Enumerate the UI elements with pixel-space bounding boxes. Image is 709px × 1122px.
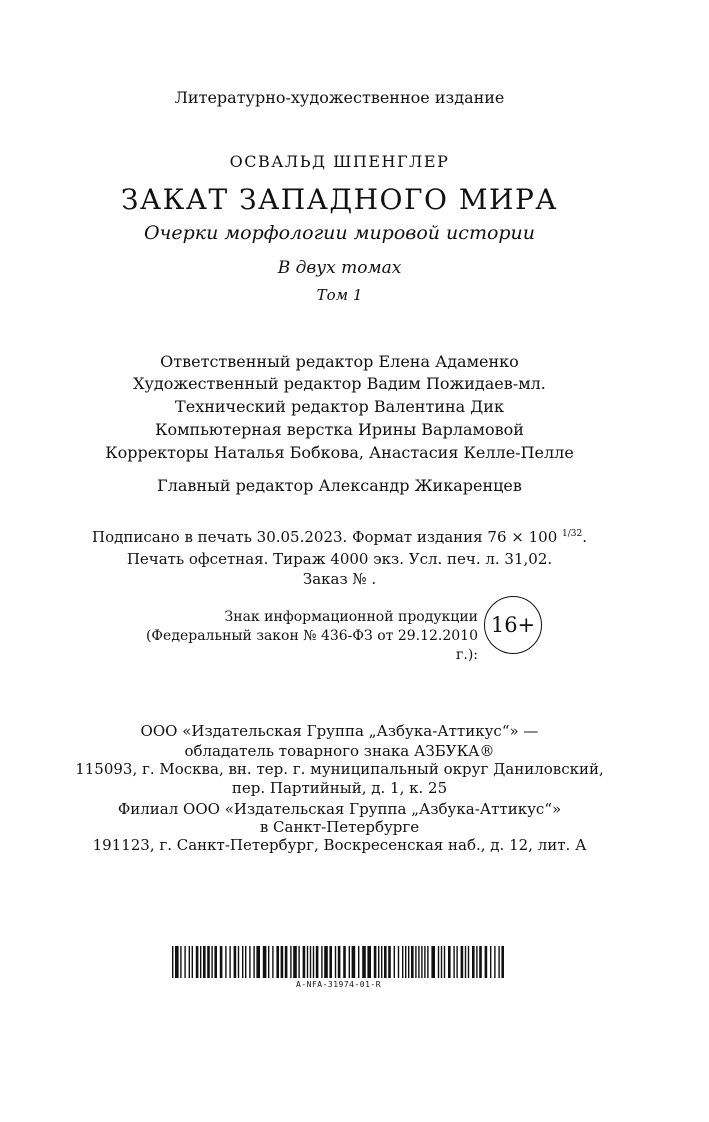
barcode-bar bbox=[402, 946, 403, 978]
barcode-bar bbox=[358, 946, 359, 978]
barcode-bar bbox=[245, 946, 246, 978]
age-rating-badge: 16+ bbox=[484, 596, 542, 654]
publisher-line: 115093, г. Москва, вн. тер. г. муниципальный округ Даниловский, bbox=[75, 760, 604, 778]
barcode-bars bbox=[172, 946, 505, 978]
barcode-bar bbox=[408, 946, 409, 978]
info-product-label bbox=[120, 608, 478, 665]
barcode-bar bbox=[494, 946, 495, 978]
barcode-bar bbox=[225, 946, 226, 978]
barcode-bar bbox=[427, 946, 428, 978]
barcode-bar bbox=[444, 946, 445, 978]
barcode-bar bbox=[424, 946, 425, 978]
barcode-bar bbox=[335, 946, 336, 978]
barcode-bar bbox=[253, 946, 254, 978]
barcode-bar bbox=[307, 946, 308, 978]
book-subtitle: Очерки морфологии мировой истории bbox=[143, 222, 536, 244]
publisher-line: 191123, г. Санкт-Петербург, Воскресенская наб., д. 12, лит. А bbox=[92, 836, 587, 854]
barcode-bar bbox=[256, 946, 260, 978]
barcode-bar bbox=[374, 946, 377, 978]
barcode-bar bbox=[472, 946, 475, 978]
print-format-end: . bbox=[582, 528, 588, 546]
barcode-bar bbox=[394, 946, 395, 978]
barcode-bar bbox=[398, 946, 399, 978]
credit-line: Технический редактор Валентина Дик bbox=[175, 397, 504, 416]
barcode bbox=[172, 946, 505, 989]
credit-line: Корректоры Наталья Бобкова, Анастасия Келле-Пелле bbox=[105, 443, 574, 462]
info-product-line1: Знак информационной продукции bbox=[224, 609, 478, 625]
barcode-bar bbox=[196, 946, 199, 978]
barcode-bar bbox=[189, 946, 190, 978]
barcode-bar bbox=[329, 946, 332, 978]
print-run-line: Печать офсетная. Тираж 4000 экз. Усл. печ. л. 31,02. bbox=[126, 550, 553, 568]
barcode-bar bbox=[343, 946, 346, 978]
barcode-bar bbox=[362, 946, 366, 978]
barcode-bar bbox=[438, 946, 439, 978]
barcode-bar bbox=[200, 946, 201, 978]
barcode-bar bbox=[290, 946, 291, 978]
barcode-bar bbox=[418, 946, 419, 978]
credit-line: Компьютерная верстка Ирины Варламовой bbox=[155, 420, 524, 439]
barcode-bar bbox=[298, 946, 299, 978]
barcode-bar bbox=[421, 946, 422, 978]
barcode-bar bbox=[203, 946, 206, 978]
barcode-bar bbox=[293, 946, 297, 978]
barcode-bar bbox=[310, 946, 311, 978]
barcode-code: A-NFA-31974-01-R bbox=[296, 980, 382, 989]
barcode-bar bbox=[448, 946, 451, 978]
barcode-bar bbox=[214, 946, 217, 978]
barcode-bar bbox=[476, 946, 477, 978]
barcode-bar bbox=[192, 946, 193, 978]
barcode-bar bbox=[490, 946, 491, 978]
barcode-bar bbox=[180, 946, 181, 978]
order-number-line: Заказ № . bbox=[302, 570, 377, 588]
barcode-bar bbox=[338, 946, 341, 978]
credit-line: Ответственный редактор Елена Адаменко bbox=[160, 352, 519, 371]
barcode-bar bbox=[498, 946, 499, 978]
publisher-line: обладатель товарного знака АЗБУКА® bbox=[184, 742, 495, 760]
barcode-bar bbox=[207, 946, 210, 978]
publisher-line: ООО «Издательская Группа „Азбука-Аттикус“» — bbox=[140, 722, 539, 740]
barcode-bar bbox=[431, 946, 435, 978]
credit-line: Художественный редактор Вадим Пожидаев-мл. bbox=[133, 374, 546, 393]
barcode-bar bbox=[453, 946, 454, 978]
barcode-bar bbox=[324, 946, 328, 978]
barcode-bar bbox=[184, 946, 185, 978]
barcode-bar bbox=[281, 946, 284, 978]
chief-editor-line: Главный редактор Александр Жикаренцев bbox=[157, 476, 522, 495]
volumes-note: В двух томах bbox=[277, 258, 402, 278]
publisher-line: в Санкт-Петербурге bbox=[259, 818, 420, 836]
publisher-line: пер. Партийный, д. 1, к. 25 bbox=[231, 779, 448, 797]
barcode-bar bbox=[220, 946, 223, 978]
barcode-bar bbox=[249, 946, 250, 978]
barcode-bar bbox=[456, 946, 457, 978]
barcode-bar bbox=[263, 946, 267, 978]
barcode-bar bbox=[285, 946, 288, 978]
barcode-bar bbox=[384, 946, 387, 978]
barcode-bar bbox=[381, 946, 382, 978]
barcode-bar bbox=[468, 946, 469, 978]
barcode-bar bbox=[229, 946, 230, 978]
barcode-bar bbox=[349, 946, 350, 978]
barcode-bar bbox=[465, 946, 466, 978]
barcode-bar bbox=[378, 946, 379, 978]
barcode-bar bbox=[238, 946, 239, 978]
barcode-bar bbox=[268, 946, 269, 978]
volume-number: Том 1 bbox=[316, 286, 363, 304]
print-format-text: Подписано в печать 30.05.2023. Формат издания 76 × 100 bbox=[91, 528, 563, 546]
barcode-bar bbox=[367, 946, 371, 978]
author-name: ОСВАЛЬД ШПЕНГЛЕР bbox=[229, 152, 450, 171]
barcode-bar bbox=[211, 946, 212, 978]
book-title: ЗАКАТ ЗАПАДНОГО МИРА bbox=[120, 183, 559, 216]
print-signed-line bbox=[0, 528, 679, 546]
barcode-bar bbox=[313, 946, 314, 978]
barcode-bar bbox=[415, 946, 416, 978]
barcode-bar bbox=[321, 946, 322, 978]
barcode-bar bbox=[272, 946, 273, 978]
barcode-bar bbox=[411, 946, 414, 978]
barcode-bar bbox=[175, 946, 179, 978]
barcode-bar bbox=[172, 946, 173, 978]
format-fraction: 1/32 bbox=[562, 529, 583, 539]
genre-line: Литературно-художественное издание bbox=[174, 88, 505, 107]
barcode-bar bbox=[461, 946, 464, 978]
barcode-bar bbox=[303, 946, 306, 978]
publisher-line: Филиал ООО «Издательская Группа „Азбука-Аттикус“» bbox=[117, 800, 562, 818]
barcode-bar bbox=[501, 946, 504, 978]
barcode-bar bbox=[485, 946, 488, 978]
barcode-bar bbox=[276, 946, 279, 978]
barcode-bar bbox=[441, 946, 442, 978]
info-product-line2: (Федеральный закон № 436-ФЗ от 29.12.2010 г.): bbox=[145, 628, 478, 663]
barcode-bar bbox=[242, 946, 243, 978]
barcode-bar bbox=[234, 946, 237, 978]
barcode-bar bbox=[388, 946, 391, 978]
barcode-bar bbox=[405, 946, 406, 978]
barcode-bar bbox=[316, 946, 319, 978]
barcode-bar bbox=[352, 946, 356, 978]
barcode-bar bbox=[479, 946, 482, 978]
